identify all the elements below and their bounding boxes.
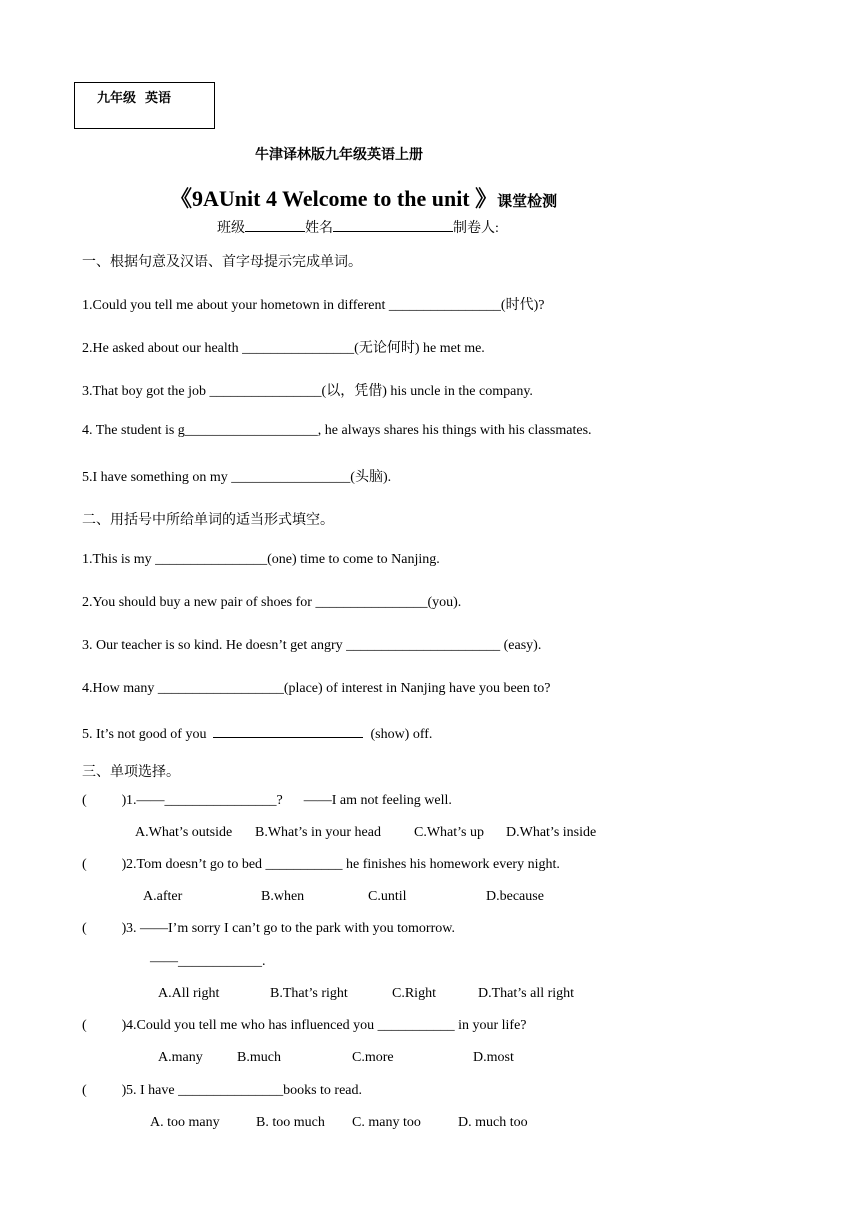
s1-question-5: 5.I have something on my _________________(头脑).: [82, 470, 392, 485]
q3-option-c: C.Right: [392, 986, 436, 1001]
mc-question-3: 3. ——I’m sorry I can’t go to the park with you tomorrow.: [126, 921, 455, 936]
document-title: [170, 182, 557, 213]
q1-option-c: C.What’s up: [414, 825, 484, 840]
grade-subject-box: [74, 82, 215, 129]
s1-question-2: 2.He asked about our health ________________(无论何时) he met me.: [82, 341, 485, 356]
s1-question-3: 3.That boy got the job ________________(以，凭借) his uncle in the company.: [82, 384, 533, 399]
q3-option-d: D.That’s all right: [478, 986, 575, 1001]
q3-option-b: B.That’s right: [270, 986, 348, 1001]
section1-heading: 一、根据句意及汉语、首字母提示完成单词。: [82, 255, 362, 270]
q3-option-a: A.All right: [158, 986, 220, 1001]
s2-q5-after: (show) off.: [363, 727, 433, 742]
s2-question-3: 3. Our teacher is so kind. He doesn’t get angry ______________________ (easy).: [82, 638, 542, 653]
answer-paren-2[interactable]: ( ): [82, 857, 127, 872]
s2-q5-before: 5. It’s not good of you: [82, 727, 214, 742]
maker-label: 制卷人:: [453, 221, 499, 236]
answer-paren-5[interactable]: ( ): [82, 1083, 127, 1098]
answer-paren-3[interactable]: ( ): [82, 921, 127, 936]
mc-question-2: 2.Tom doesn’t go to bed ___________ he finishes his homework every night.: [126, 857, 560, 872]
q5-option-b: B. too much: [256, 1115, 325, 1130]
q5-option-d: D. much too: [458, 1115, 528, 1130]
answer-paren-4[interactable]: ( ): [82, 1018, 127, 1033]
s1-question-1: 1.Could you tell me about your hometown in different ________________(时代)?: [82, 298, 545, 313]
name-blank[interactable]: [333, 216, 453, 232]
section3-heading: 三、单项选择。: [82, 765, 180, 780]
q4-option-a: A.many: [158, 1050, 203, 1065]
q1-option-d: D.What’s inside: [506, 825, 597, 840]
class-blank[interactable]: [245, 216, 305, 232]
title-main: 《9AUnit 4 Welcome to the unit 》: [170, 186, 498, 211]
q2-option-d: D.because: [486, 889, 544, 904]
q4-option-b: B.much: [237, 1050, 281, 1065]
mc-question-5: 5. I have _______________books to read.: [126, 1083, 363, 1098]
grade-subject-label: 九年级 英语: [97, 91, 172, 106]
s2-question-5: [82, 723, 432, 743]
s2-q5-blank[interactable]: [213, 723, 363, 738]
student-info-line: [217, 216, 499, 237]
q4-option-c: C.more: [352, 1050, 394, 1065]
class-label: 班级: [217, 221, 245, 236]
mc-question-1: 1.——________________? ——I am not feeling well.: [126, 793, 452, 808]
mc-question-4: 4.Could you tell me who has influenced you ___________ in your life?: [126, 1018, 527, 1033]
q5-option-a: A. too many: [150, 1115, 220, 1130]
mc-question-3-response: ——____________.: [150, 954, 266, 969]
name-label: 姓名: [305, 221, 333, 236]
q4-option-d: D.most: [473, 1050, 514, 1065]
s1-question-4: 4. The student is g___________________, he always shares his things with his classmates.: [82, 423, 592, 438]
q5-option-c: C. many too: [352, 1115, 421, 1130]
s2-question-4: 4.How many __________________(place) of interest in Nanjing have you been to?: [82, 681, 551, 696]
answer-paren-1[interactable]: ( ): [82, 793, 127, 808]
title-suffix: 课堂检测: [497, 192, 558, 210]
s2-question-2: 2.You should buy a new pair of shoes for ________________(you).: [82, 595, 462, 610]
q2-option-a: A.after: [143, 889, 183, 904]
q1-option-b: B.What’s in your head: [255, 825, 381, 840]
q2-option-b: B.when: [261, 889, 305, 904]
s2-question-1: 1.This is my ________________(one) time to come to Nanjing.: [82, 552, 440, 567]
q2-option-c: C.until: [368, 889, 407, 904]
section2-heading: 二、用括号中所给单词的适当形式填空。: [82, 513, 334, 528]
q1-option-a: A.What’s outside: [135, 825, 233, 840]
document-subtitle: 牛津译林版九年级英语上册: [255, 147, 423, 163]
